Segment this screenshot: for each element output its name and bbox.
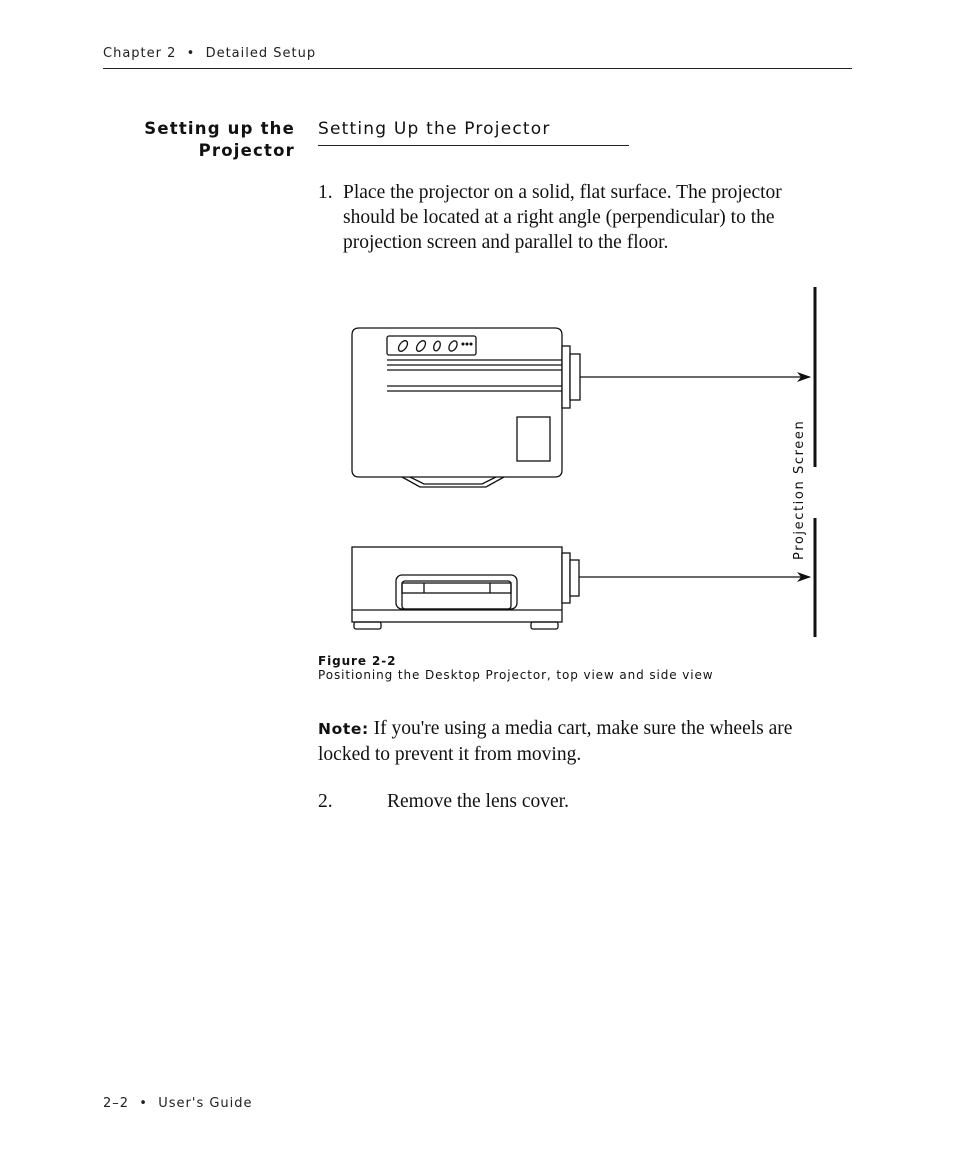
step-1 — [318, 180, 838, 255]
projector-side-view — [352, 547, 579, 629]
sidebar-heading-line2: Projector — [198, 141, 295, 160]
figure-caption-label: Figure 2-2 — [318, 654, 397, 668]
projection-screen-label: Projection Screen — [792, 419, 807, 560]
step-1-number: 1. — [318, 182, 333, 203]
note-text: If you're using a media cart, make sure the wheels are locked to prevent it from moving. — [318, 718, 793, 765]
step-1-text: Place the projector on a solid, flat surface. The projector should be located at a right angle (perpendicular) to the projection screen and parallel to the floor. — [343, 182, 782, 253]
step-2-text: Remove the lens cover. — [387, 791, 569, 812]
step-2-number: 2. — [318, 791, 333, 812]
projector-top-view — [352, 328, 580, 487]
note-paragraph — [318, 716, 838, 767]
figure-caption-text: Positioning the Desktop Projector, top view and side view — [318, 668, 714, 682]
sidebar-heading-line1: Setting up the — [144, 119, 295, 138]
footer-text: 2–2 • User's Guide — [103, 1096, 253, 1111]
section-title: Setting Up the Projector — [318, 119, 629, 146]
projector-positioning-figure — [340, 280, 830, 650]
note-label: Note: — [318, 720, 369, 738]
figure-caption — [318, 654, 714, 682]
running-footer — [103, 1096, 253, 1111]
sidebar-heading — [100, 118, 295, 162]
header-text: Chapter 2 • Detailed Setup — [103, 46, 317, 61]
running-header — [103, 46, 852, 69]
